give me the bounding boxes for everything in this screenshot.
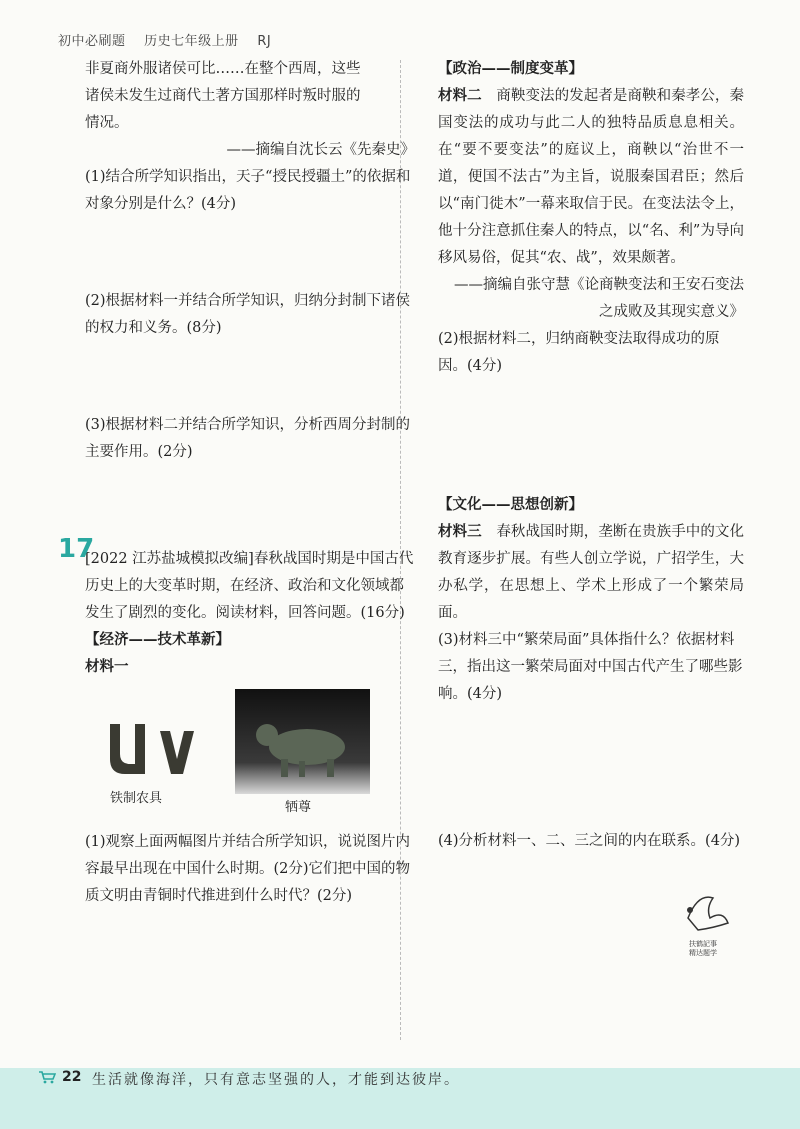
question-1: (1)结合所学知识指出，天子“授民授疆土”的依据和对象分别是什么？(4分): [85, 169, 411, 212]
question-3: (3)根据材料二并结合所学知识，分析西周分封制的主要作用。(2分): [85, 417, 411, 460]
crane-logo: [668, 888, 738, 958]
material-2-text: 商鞅变法的发起者是商鞅和秦孝公，秦国变法的成功与此二人的独特品质息息相关。在“要不要变法”的庭议上，商鞅以“治世不一道，便国不法古”为主旨，说服秦国君臣；然后以“南门徙木”一幕来取信于民。在变法法令上，他十分注意抓住秦人的特点，以“名、利”为导向移风易俗，促其“农、战”，效果颇著。: [438, 88, 745, 266]
source-citation-2: ——摘编自张守慧《论商鞅变法和王安石变法: [454, 277, 744, 293]
footer-motto: 生活就像海洋，只有意志坚强的人，才能到达彼岸。: [92, 1072, 460, 1088]
material-3-text: 春秋战国时期，垄断在贵族手中的文化教育逐步扩展。有些人创立学说，广招学生，大办私学，在思想上、学术上形成了一个繁荣局面。: [438, 524, 745, 621]
material-1-label: 材料一: [85, 659, 129, 675]
logo-text-1: 扶鹤記事: [689, 940, 717, 948]
continued-text-line: 诸侯未发生过商代土著方国那样时叛时服的: [85, 88, 361, 104]
page-header: [58, 30, 285, 49]
page-number: 22: [62, 1069, 82, 1085]
culture-section-title: 【文化——思想创新】: [438, 497, 583, 513]
question-17-4: (4)分析材料一、二、三之间的内在联系。(4分): [438, 833, 741, 849]
series-name: 初中必刷题: [58, 34, 126, 49]
source-citation-2b: 之成败及其现实意义》: [599, 304, 744, 320]
material-1-images: [85, 689, 415, 829]
logo-text-2: 精达题学: [689, 949, 717, 957]
politics-section-title: 【政治——制度变革】: [438, 61, 583, 77]
xizun-vessel-image: [235, 689, 370, 794]
cart-icon: [38, 1070, 56, 1084]
source-citation: ——摘编自沈长云《先秦史》: [226, 142, 415, 158]
iron-tools-caption: 铁制农具: [110, 791, 163, 806]
question-17-2: (2)根据材料二，归纳商鞅变法取得成功的原因。(4分): [438, 331, 720, 374]
xizun-caption: 牺尊: [285, 800, 312, 815]
question-17-1: (1)观察上面两幅图片并结合所学知识，说说图片内容最早出现在中国什么时期。(2分)它们把中国的物质文明由青铜时代推进到什么时代？(2分): [85, 834, 411, 904]
continued-text-line: 情况。: [85, 115, 129, 131]
iron-tools-image: [105, 719, 205, 779]
material-3-label: 材料三: [438, 524, 482, 540]
subject-name: 历史七年级上册: [144, 34, 239, 49]
question-17-intro: [2022 江苏盐城模拟改编]春秋战国时期是中国古代历史上的大变革时期，在经济、政治和文化领域都发生了剧烈的变化。阅读材料，回答问题。(16分): [85, 551, 414, 621]
left-column: [85, 56, 415, 910]
right-column: [438, 56, 744, 855]
material-2-label: 材料二: [438, 88, 482, 104]
question-17-3: (3)材料三中“繁荣局面”具体指什么？依据材料三，指出这一繁荣局面对中国古代产生了哪些影响。(4分): [438, 632, 743, 702]
question-number-17: 17: [58, 534, 95, 564]
continued-text-line: 非夏商外服诸侯可比……在整个西周，这些: [85, 61, 361, 77]
question-2: (2)根据材料一并结合所学知识，归纳分封制下诸侯的权力和义务。(8分): [85, 293, 411, 336]
edition-tag: RJ: [257, 34, 272, 49]
economy-section-title: 【经济——技术革新】: [85, 632, 230, 648]
